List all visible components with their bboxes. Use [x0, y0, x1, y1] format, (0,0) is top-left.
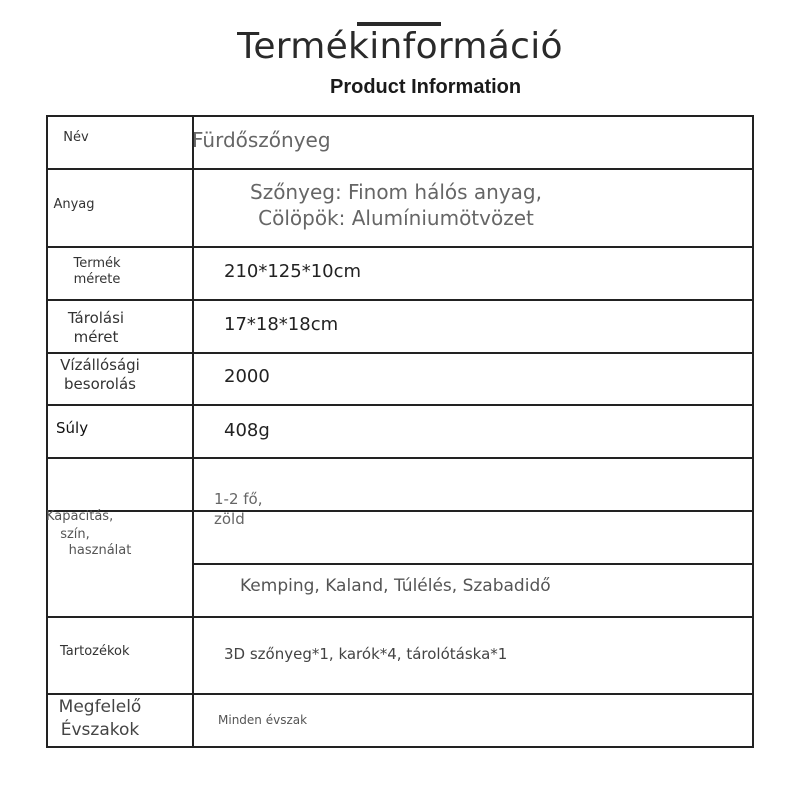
value-waterproof: 2000 [224, 366, 270, 387]
table-border-right [752, 115, 754, 748]
label-seasons-line1: Megfelelő [58, 697, 142, 717]
value-seasons: Minden évszak [218, 713, 308, 727]
label-seasons [52, 696, 148, 742]
page-title: Termékinformáció [237, 26, 563, 67]
value-material-line2: Cölöpök: Alumíniumötvözet [258, 206, 534, 230]
table-border-bottom [46, 746, 754, 748]
row-divider [46, 246, 754, 248]
value-weight: 408g [224, 420, 270, 441]
row-divider [46, 693, 754, 695]
label-capacity-line1: Kapacitás, [46, 509, 114, 524]
row-divider [46, 299, 754, 301]
value-name: Fürdőszőnyeg [192, 128, 331, 152]
page-subtitle: Product Information [330, 76, 522, 98]
label-storage-size [46, 309, 146, 347]
label-waterproof-line2: besorolás [64, 374, 136, 393]
row-divider [46, 404, 754, 406]
label-material: Anyag [53, 197, 95, 212]
value-capacity [214, 489, 263, 529]
label-product-size [46, 256, 148, 289]
label-seasons-line2: Évszakok [60, 720, 140, 740]
label-capacity [46, 508, 114, 544]
label-waterproof-line1: Vízállósági [60, 356, 140, 374]
label-name: Név [63, 130, 89, 145]
value-material [206, 179, 586, 231]
value-storage-size: 17*18*18cm [224, 314, 339, 335]
label-capacity-line3: használat [68, 543, 132, 558]
value-capacity-line1: 1-2 fő, [214, 490, 263, 508]
label-product-size-line1: Termék [73, 256, 121, 271]
row-divider-partial [192, 563, 754, 565]
row-divider [46, 352, 754, 354]
label-product-size-line2: mérete [73, 272, 121, 288]
value-capacity-line2: zöld [214, 510, 245, 528]
row-divider [46, 168, 754, 170]
column-divider [192, 115, 194, 748]
label-capacity-line2: szín, [60, 527, 90, 542]
label-waterproof [50, 356, 150, 394]
label-storage-size-line2: méret [73, 327, 119, 346]
row-divider [46, 457, 754, 459]
label-accessories: Tartozékok [60, 644, 130, 659]
value-product-size: 210*125*10cm [224, 261, 362, 282]
product-info-table [46, 115, 754, 748]
value-accessories: 3D szőnyeg*1, karók*4, tárolótáska*1 [224, 645, 508, 663]
row-divider [46, 616, 754, 618]
row-divider [46, 510, 754, 512]
table-border-top [46, 115, 754, 117]
value-usage: Kemping, Kaland, Túlélés, Szabadidő [240, 576, 551, 596]
label-storage-size-line1: Tárolási [67, 309, 125, 327]
value-material-line1: Szőnyeg: Finom hálós anyag, [250, 180, 542, 204]
label-weight: Súly [56, 419, 89, 437]
